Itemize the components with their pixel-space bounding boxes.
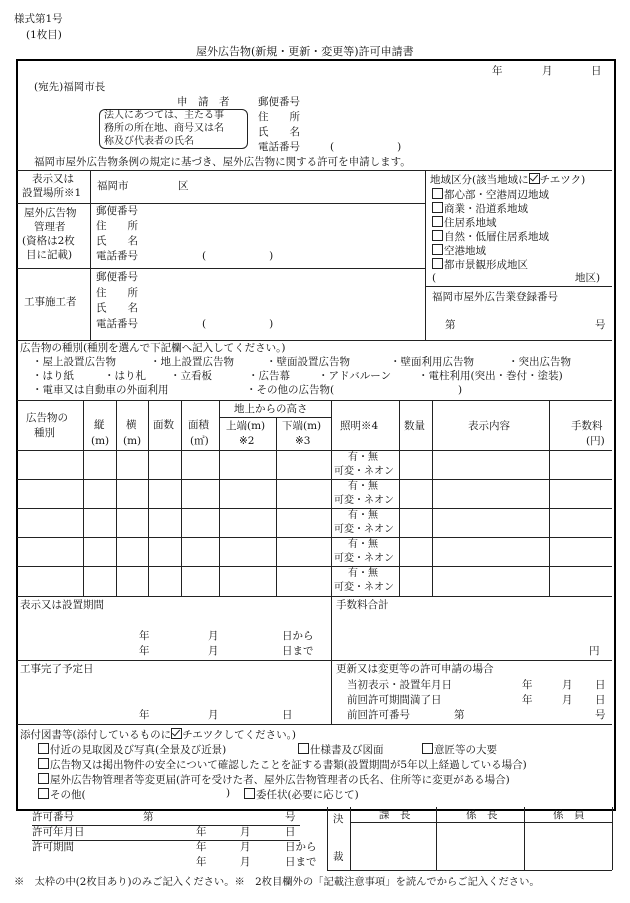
col-header-height: 縦 — [94, 419, 105, 431]
renewal-expiry-label: 前回許可期間満了日 — [347, 694, 442, 706]
checkbox-icon[interactable] — [432, 188, 443, 199]
ad-type-item: ・はり札 — [104, 370, 146, 382]
checkbox-icon[interactable] — [38, 788, 49, 799]
applicant-postal-label: 郵便番号 — [258, 96, 300, 108]
checkmark-icon — [171, 728, 182, 739]
sheet-number: (1枚目) — [26, 29, 62, 41]
district-paren: ( — [432, 272, 437, 284]
permit-period-from: 日から — [285, 841, 317, 853]
col-header-fee-unit: (円) — [586, 435, 605, 447]
applicant-phone-field[interactable]: ( ) — [330, 141, 402, 153]
permit-date-month: 月 — [240, 826, 251, 838]
renewal-initial-label: 当初表示・設置年月日 — [347, 679, 452, 691]
col-header-faces: 面数 — [153, 419, 174, 431]
declaration-text: 福岡市屋外広告物条例の規定に基づき、屋外広告物に関する許可を申請します。 — [34, 156, 411, 168]
light-option[interactable]: 有・無 — [348, 481, 378, 492]
manager-name-label: 氏 名 — [96, 235, 138, 247]
approval-sub-chief: 係 長 — [466, 809, 498, 821]
manager-phone-label: 電話番号 — [96, 250, 138, 262]
ad-type-item: ・広告幕 — [248, 370, 290, 382]
area-heading: 地域区分(該当地域に チエツク) — [430, 174, 586, 186]
permit-period-to: 日まで — [285, 856, 317, 868]
checkbox-icon[interactable] — [244, 788, 255, 799]
col-header-top: 上端(m) — [226, 420, 266, 432]
permit-number-label: 許可番号 — [32, 811, 74, 823]
contractor-postal-label: 郵便番号 — [96, 271, 138, 283]
permit-period-label: 許可期間 — [32, 841, 74, 853]
location-label: 設置場所※1 — [22, 187, 82, 199]
contractor-phone-field[interactable]: ( ) — [202, 318, 274, 330]
checkbox-icon[interactable] — [298, 743, 309, 754]
permit-date-day: 日 — [285, 826, 296, 838]
permit-number-suffix: 号 — [285, 811, 296, 823]
manager-postal-label: 郵便番号 — [96, 205, 138, 217]
form-number: 様式第1号 — [14, 13, 63, 25]
light-option[interactable]: 可変・ネオン — [334, 495, 394, 506]
area-option[interactable]: 空港地域 — [432, 244, 486, 257]
col-header-light: 照明※4 — [340, 420, 379, 432]
addressee: (宛先)福岡市長 — [34, 81, 106, 93]
permit-period-month: 月 — [240, 856, 251, 868]
checkbox-icon[interactable] — [38, 758, 49, 769]
decision-label: 裁 — [333, 851, 344, 863]
col-header-bottom: 下端(m) — [282, 420, 322, 432]
page-title: 屋外広告物(新規・更新・変更等)許可申請書 — [196, 45, 414, 58]
period-month: 月 — [208, 630, 219, 642]
area-option[interactable]: 都市景観形成地区 — [432, 258, 528, 271]
ad-type-item: ・壁面設置広告物 — [266, 356, 350, 368]
fee-total-unit: 円 — [589, 645, 600, 657]
col-header-type: 種別 — [34, 427, 55, 439]
renewal-day: 日 — [595, 679, 606, 691]
permit-period-month: 月 — [240, 841, 251, 853]
ad-type-item: ・電柱利用(突出・巻付・塗装) — [418, 370, 563, 382]
checkbox-icon[interactable] — [432, 216, 443, 227]
manager-label: 管理者 — [34, 221, 66, 233]
renewal-day: 日 — [595, 694, 606, 706]
footer-note: ※ 太枠の中(2枚目あり)のみご記入ください。※ 2枚目欄外の「記載注意事項」を読んでからご記入ください。 — [14, 876, 540, 888]
checkbox-icon[interactable] — [422, 743, 433, 754]
checkbox-icon[interactable] — [38, 773, 49, 784]
period-from: 日から — [282, 630, 314, 642]
col-header-unit: (m) — [91, 435, 110, 447]
attachment-option[interactable]: 意匠等の大要 — [422, 743, 497, 756]
col-header-unit: (m) — [123, 435, 142, 447]
col-header-area: 面積 — [188, 419, 209, 431]
attachment-option[interactable]: 委任状(必要に応じて) — [244, 788, 359, 801]
ad-type-item: ・はり紙 — [32, 370, 74, 382]
light-option[interactable]: 有・無 — [348, 568, 378, 579]
contractor-label: 工事施工者 — [24, 296, 77, 308]
permit-date-label: 許可年月日 — [32, 826, 85, 838]
renewal-label: 更新又は変更等の許可申請の場合 — [336, 663, 494, 675]
fee-total-label: 手数料合計 — [336, 599, 389, 611]
manager-label: (資格は2枚 — [22, 235, 75, 247]
completion-month: 月 — [208, 709, 219, 721]
attachment-other-close: ) — [226, 787, 231, 799]
col-header-note: ※3 — [295, 435, 311, 447]
applicant-note-line: 法人にあつては、主たる事 — [104, 110, 224, 121]
col-header-note: ※2 — [239, 435, 255, 447]
ad-type-item: ・突出広告物 — [508, 356, 571, 368]
checkbox-icon[interactable] — [432, 258, 443, 269]
attachments-heading: 添付図書等(添付しているものに チエツクしてください。) — [20, 729, 296, 741]
area-option[interactable]: 商業・沿道系地域 — [432, 202, 528, 215]
attachment-option[interactable]: 付近の見取図及び写真(全景及び近景) — [38, 743, 226, 756]
col-header-width: 横 — [126, 419, 137, 431]
date-year-label: 年 — [492, 65, 503, 77]
applicant-address-label: 住 所 — [258, 111, 300, 123]
checkmark-icon — [529, 173, 540, 184]
ad-type-item: ・その他の広告物( — [246, 384, 335, 396]
ad-type-item: ・立看板 — [170, 370, 212, 382]
area-option[interactable]: 都心部・空港周辺地域 — [432, 188, 549, 201]
applicant-note-line: 称及び代表者の氏名 — [104, 136, 194, 147]
contractor-phone-label: 電話番号 — [96, 318, 138, 330]
light-option[interactable]: 有・無 — [348, 539, 378, 550]
light-option[interactable]: 可変・ネオン — [334, 582, 394, 593]
ad-type-item: ・地上設置広告物 — [150, 356, 234, 368]
attachment-option[interactable]: その他( — [38, 788, 86, 801]
col-header-fee: 手数料 — [571, 420, 603, 432]
col-header-content: 表示内容 — [468, 420, 510, 432]
renewal-year: 年 — [522, 679, 533, 691]
ad-type-item: ) — [458, 384, 463, 396]
light-option[interactable]: 可変・ネオン — [334, 524, 394, 535]
manager-label: 目に記載) — [26, 249, 73, 261]
checkbox-icon[interactable] — [432, 202, 443, 213]
renewal-suffix: 号 — [595, 709, 606, 721]
completion-year: 年 — [139, 709, 150, 721]
period-year: 年 — [139, 645, 150, 657]
renewal-month: 月 — [562, 679, 573, 691]
col-header-area-unit: (㎡) — [190, 435, 209, 447]
attachment-option[interactable]: 仕様書及び図面 — [298, 743, 384, 756]
ad-types-heading: 広告物の種別(種別を選んで下記欄へ記入してください。) — [20, 342, 286, 354]
ad-type-item: ・屋上設置広告物 — [32, 356, 116, 368]
period-to: 日まで — [282, 645, 314, 657]
location-ward: 区 — [178, 180, 189, 192]
renewal-year: 年 — [522, 694, 533, 706]
light-option[interactable]: 可変・ネオン — [334, 553, 394, 564]
period-label: 表示又は設置期間 — [20, 599, 104, 611]
col-header-ground: 地上からの高さ — [234, 403, 308, 415]
location-city: 福岡市 — [97, 180, 129, 192]
renewal-prev-no-label: 前回許可番号 — [347, 709, 410, 721]
applicant-name-label: 氏 名 — [258, 126, 300, 138]
period-month: 月 — [208, 645, 219, 657]
manager-address-label: 住 所 — [96, 220, 138, 232]
approval-staff: 係 員 — [553, 809, 585, 821]
attachment-option[interactable]: 広告物又は掲出物件の安全について確認したことを証する書類(設置期間が5年以上経過している場合) — [38, 758, 527, 771]
applicant-note-line: 務所の所在地、商号又は名 — [104, 123, 224, 134]
area-option[interactable]: 自然・低層住居系地域 — [432, 230, 549, 243]
permit-period-year: 年 — [196, 856, 207, 868]
contractor-name-label: 氏 名 — [96, 302, 138, 314]
light-option[interactable]: 可変・ネオン — [334, 466, 394, 477]
attachment-option[interactable]: 屋外広告物管理者等変更届(許可を受けた者、屋外広告物管理者の氏名、住所等に変更がある場合) — [38, 773, 510, 786]
date-day-label: 日 — [591, 65, 602, 77]
applicant-heading: 申 請 者 — [177, 96, 230, 108]
ad-type-item: ・アドバルーン — [318, 370, 392, 382]
light-option[interactable]: 有・無 — [348, 510, 378, 521]
decision-label: 決 — [333, 813, 344, 825]
completion-label: 工事完了予定日 — [20, 663, 94, 675]
ad-type-item: ・壁面利用広告物 — [390, 356, 474, 368]
permit-number-prefix: 第 — [143, 811, 154, 823]
permit-date-year: 年 — [196, 826, 207, 838]
date-month-label: 月 — [542, 65, 553, 77]
col-header-quantity: 数量 — [404, 420, 425, 432]
registration-label: 福岡市屋外広告業登録番号 — [432, 291, 558, 303]
permit-period-year: 年 — [196, 841, 207, 853]
registration-prefix: 第 — [445, 319, 456, 331]
completion-day: 日 — [282, 709, 293, 721]
area-option[interactable]: 住居系地域 — [432, 216, 497, 229]
ad-type-item: ・電車又は自動車の外面利用 — [32, 384, 169, 396]
district-paren: 地区) — [575, 272, 601, 284]
checkbox-icon[interactable] — [432, 244, 443, 255]
registration-suffix: 号 — [595, 319, 606, 331]
approval-section-chief: 課 長 — [379, 809, 411, 821]
period-year: 年 — [139, 630, 150, 642]
manager-label: 屋外広告物 — [24, 207, 77, 219]
checkbox-icon[interactable] — [432, 230, 443, 241]
col-header-type: 広告物の — [26, 412, 68, 424]
renewal-month: 月 — [562, 694, 573, 706]
checkbox-icon[interactable] — [38, 743, 49, 754]
manager-phone-field[interactable]: ( ) — [202, 250, 274, 262]
light-option[interactable]: 有・無 — [348, 452, 378, 463]
renewal-prefix: 第 — [454, 709, 465, 721]
applicant-phone-label: 電話番号 — [258, 141, 300, 153]
contractor-address-label: 住 所 — [96, 287, 138, 299]
location-label: 表示又は — [32, 173, 74, 185]
